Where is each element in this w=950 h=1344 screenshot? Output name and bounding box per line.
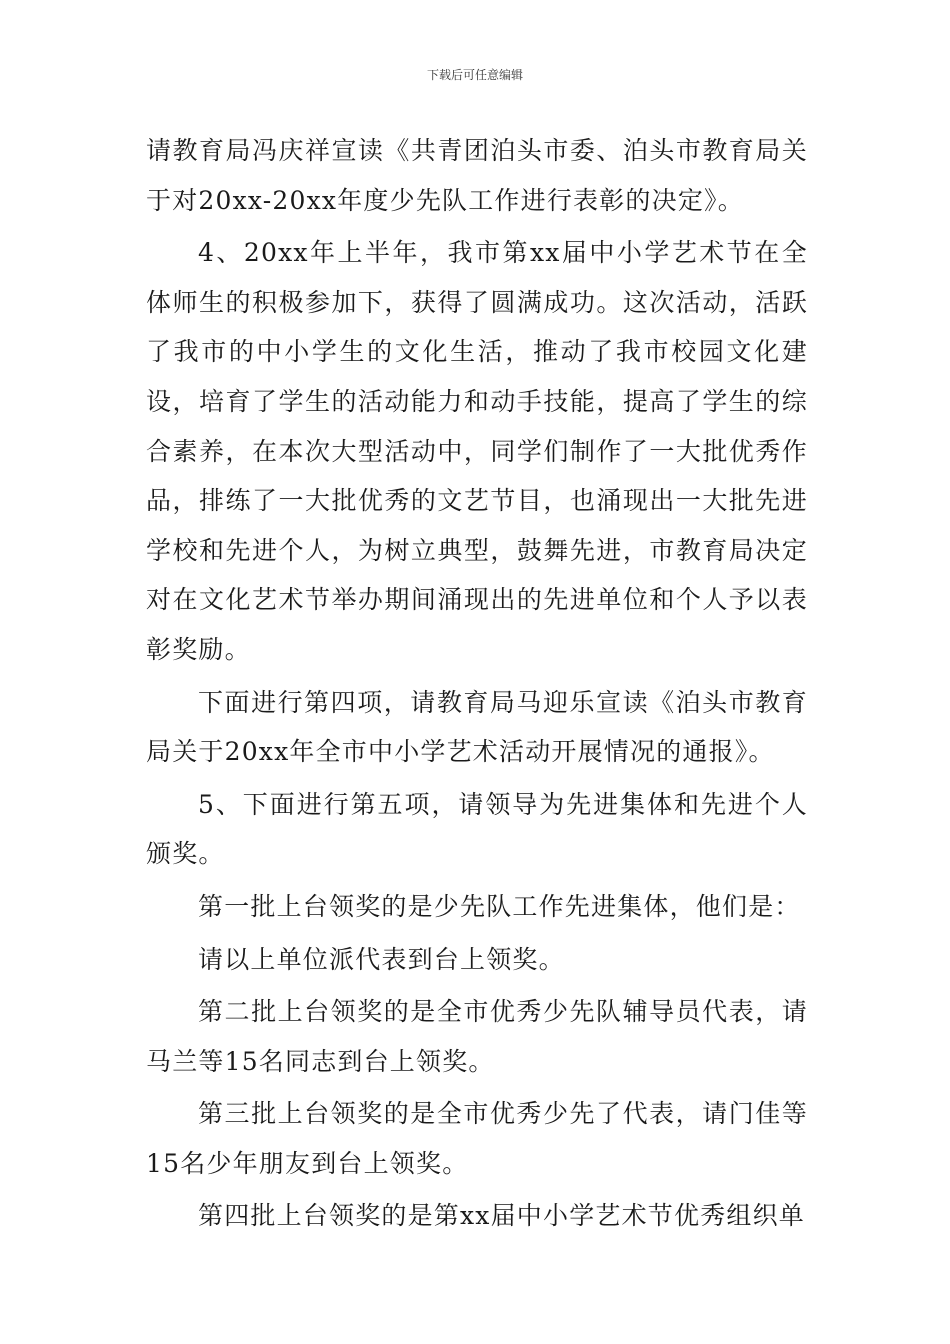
paragraph-3: 下面进行第四项，请教育局马迎乐宣读《泊头市教育局关于20xx年全市中小学艺术活动开展情况的通报》。 [146, 687, 808, 767]
paragraph-1: 请教育局冯庆祥宣读《共青团泊头市委、泊头市教育局关于对20xx-20xx年度少先队工作进行表彰的决定》。 [146, 136, 808, 215]
paragraph-9: 第四批上台领奖的是第xx届中小学艺术节优秀组织单 [198, 1201, 806, 1231]
paragraph-8: 第三批上台领奖的是全市优秀少先了代表，请门佳等15名少年朋友到台上领奖。 [146, 1099, 808, 1178]
document-body [146, 126, 808, 1241]
paragraph-2: 4、20xx年上半年，我市第xx届中小学艺术节在全体师生的积极参加下，获得了圆满成功。这次活动，活跃了我市的中小学生的文化生活，推动了我市校园文化建设，培育了学生的活动能力和动手技能，提高了学生的综合素养，在本次大型活动中，同学们制作了一大批优秀作品，排练了一大批优秀的文艺节目，也涌现出一大批先进学校和先进个人，为树立典型，鼓舞先进，市教育局决定对在文化艺术节举办期间涌现出的先进单位和个人予以表彰奖励。 [146, 238, 808, 664]
paragraph-7: 第二批上台领奖的是全市优秀少先队辅导员代表，请马兰等15名同志到台上领奖。 [146, 997, 808, 1076]
paragraph-6: 请以上单位派代表到台上领奖。 [198, 944, 565, 974]
download-note: 下载后可任意编辑 [426, 68, 523, 82]
paragraph-4: 5、下面进行第五项，请领导为先进集体和先进个人颁奖。 [146, 789, 808, 869]
paragraph-5: 第一批上台领奖的是少先队工作先进集体，他们是： [198, 891, 801, 921]
